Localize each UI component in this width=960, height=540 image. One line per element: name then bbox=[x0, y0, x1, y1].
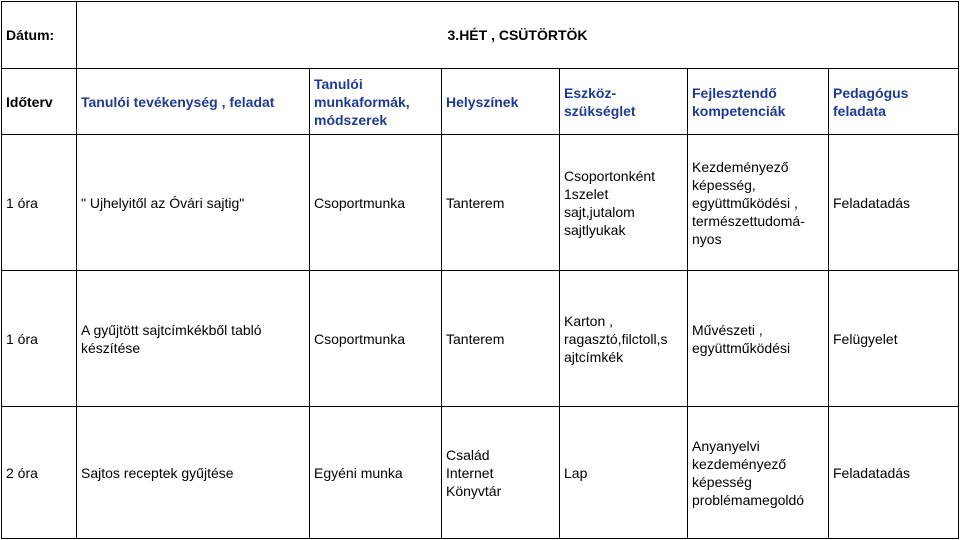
table-row bbox=[2, 407, 959, 539]
header-tools: Eszköz-szükséglet bbox=[560, 69, 688, 135]
header-place: Helyszínek bbox=[442, 69, 560, 135]
header-method: Tanulói munkaformák, módszerek bbox=[310, 69, 442, 135]
row-competencies: Művészeti , együttműködési bbox=[688, 271, 829, 407]
row-tools: Csoportonként 1szelet sajt,jutalom sajtlyukak bbox=[560, 135, 688, 271]
row-place: Tanterem bbox=[442, 271, 560, 407]
row-teacher: Felügyelet bbox=[829, 271, 959, 407]
header-time: Időterv bbox=[2, 69, 77, 135]
row-method: Csoportmunka bbox=[310, 271, 442, 407]
lesson-plan-table bbox=[1, 1, 959, 539]
day-title: 3.HÉT , CSÜTÖRTÖK bbox=[77, 2, 959, 69]
row-place: Család Internet Könyvtár bbox=[442, 407, 560, 539]
row-competencies: Kezdeményező képesség, együttműködési , természettudomá- nyos bbox=[688, 135, 829, 271]
row-time: 2 óra bbox=[2, 407, 77, 539]
row-place: Tanterem bbox=[442, 135, 560, 271]
row-tools: Karton , ragasztó,filctoll,s ajtcímkék bbox=[560, 271, 688, 407]
header-activity: Tanulói tevékenység , feladat bbox=[77, 69, 310, 135]
row-activity: Sajtos receptek gyűjtése bbox=[77, 407, 310, 539]
row-method: Csoportmunka bbox=[310, 135, 442, 271]
header-teacher: Pedagógus feladata bbox=[829, 69, 959, 135]
table-row bbox=[2, 135, 959, 271]
row-activity: " Ujhelyitől az Óvári sajtig" bbox=[77, 135, 310, 271]
date-row bbox=[2, 2, 959, 69]
row-teacher: Feladatadás bbox=[829, 135, 959, 271]
table-row bbox=[2, 271, 959, 407]
row-activity: A gyűjtött sajtcímkékből tabló készítése bbox=[77, 271, 310, 407]
row-competencies: Anyanyelvi kezdeményező képesség problémamegoldó bbox=[688, 407, 829, 539]
row-teacher: Feladatadás bbox=[829, 407, 959, 539]
date-label: Dátum: bbox=[2, 2, 77, 69]
row-tools: Lap bbox=[560, 407, 688, 539]
header-competencies: Fejlesztendő kompetenciák bbox=[688, 69, 829, 135]
row-time: 1 óra bbox=[2, 271, 77, 407]
row-method: Egyéni munka bbox=[310, 407, 442, 539]
row-time: 1 óra bbox=[2, 135, 77, 271]
header-row bbox=[2, 69, 959, 135]
